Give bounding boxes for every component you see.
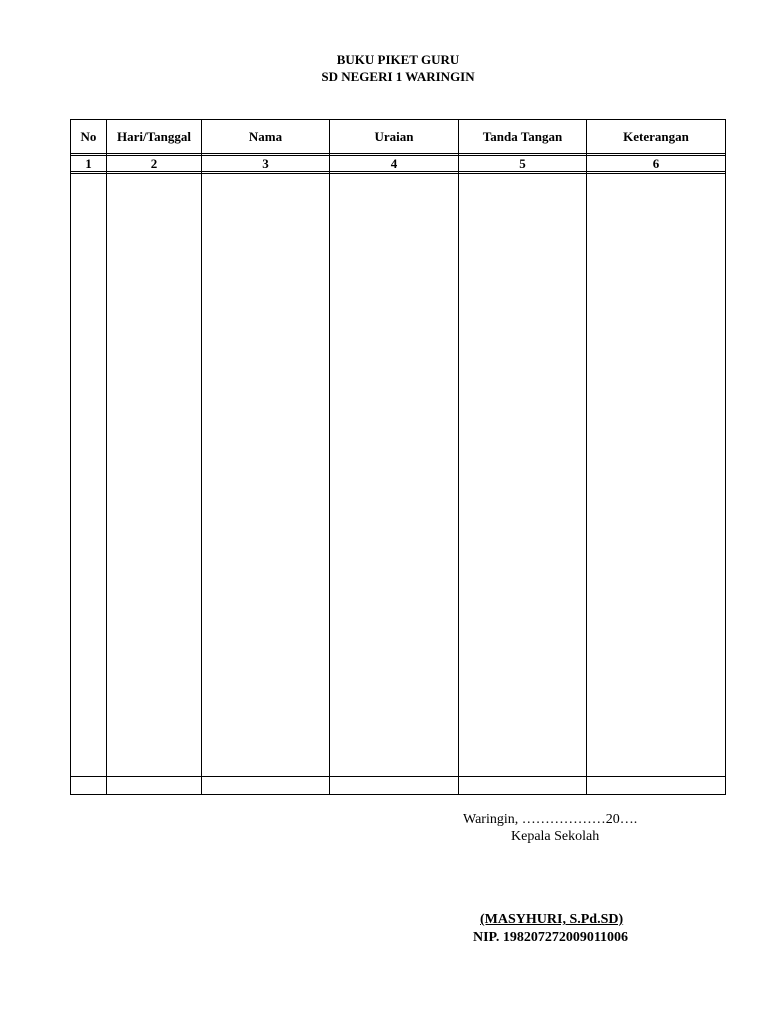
- header-no: No: [80, 129, 97, 144]
- column-number: 5: [519, 156, 526, 171]
- header-signature: Tanda Tangan: [482, 129, 563, 144]
- column-divider: [106, 120, 107, 794]
- header-day-date: Hari/Tanggal: [117, 129, 191, 144]
- column-divider: [458, 120, 459, 794]
- column-number: 1: [85, 156, 92, 171]
- column-number: 2: [150, 156, 158, 171]
- column-divider: [329, 120, 330, 794]
- school-name: SD NEGERI 1 WARINGIN: [321, 69, 475, 84]
- header-description: Uraian: [374, 129, 414, 144]
- header-notes: Keterangan: [623, 129, 689, 144]
- document-title: BUKU PIKET GURU: [336, 52, 460, 67]
- footer-row-divider: [71, 776, 725, 777]
- place-date-line: Waringin, ………………20….: [463, 812, 638, 827]
- column-number: 4: [390, 156, 398, 171]
- number-row-divider-double: [71, 173, 725, 174]
- duty-log-table: [70, 119, 726, 795]
- signatory-role: Kepala Sekolah: [511, 829, 600, 844]
- signatory-nip: NIP. 198207272009011006: [473, 930, 629, 945]
- header-name: Nama: [248, 129, 283, 144]
- signatory-name: (MASYHURI, S.Pd.SD): [480, 912, 624, 927]
- column-divider: [201, 120, 202, 794]
- column-number: 6: [652, 156, 660, 171]
- column-divider: [586, 120, 587, 794]
- header-divider: [71, 153, 725, 154]
- column-number: 3: [262, 156, 269, 171]
